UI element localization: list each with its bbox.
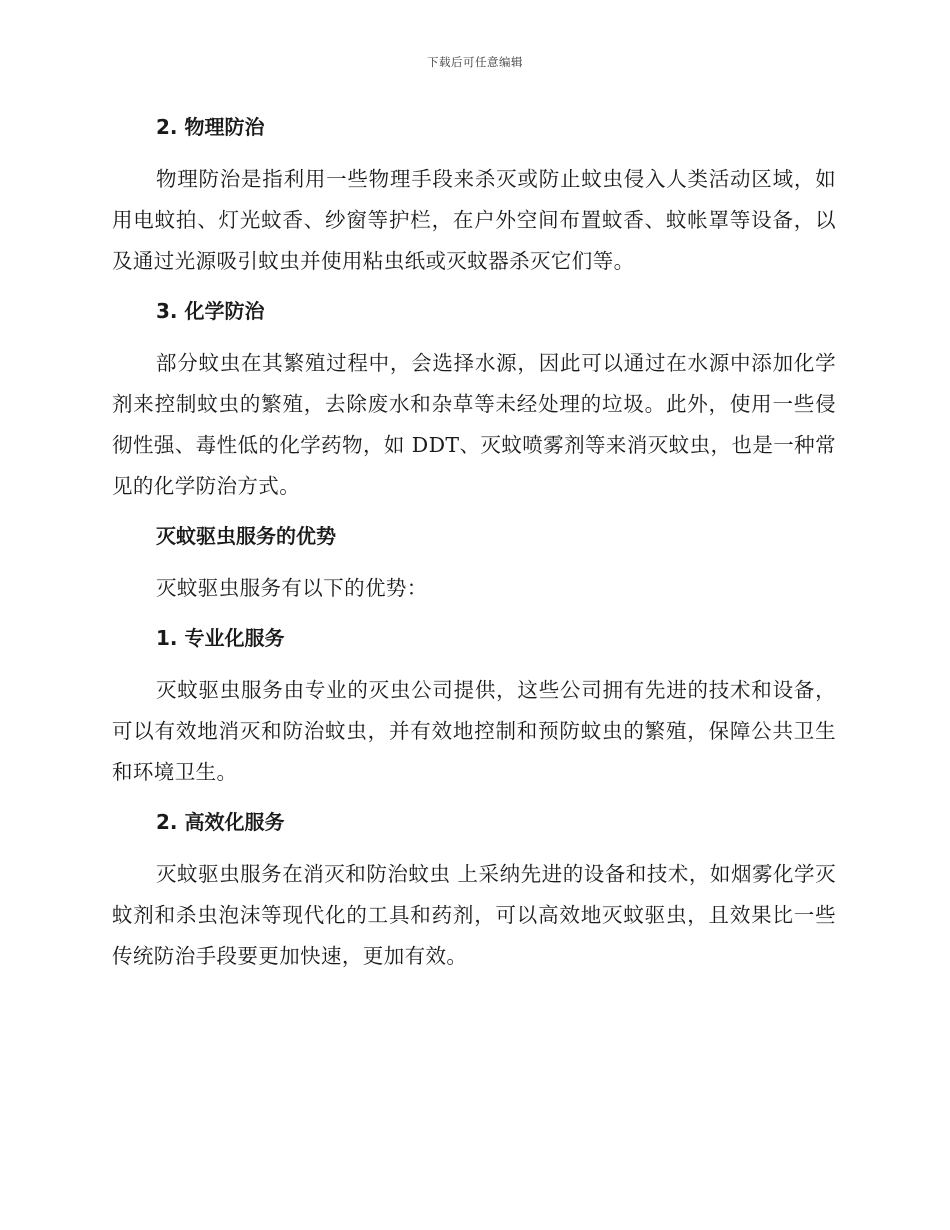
section-paragraph-chemical-control: 部分蚊虫在其繁殖过程中，会选择水源，因此可以通过在水源中添加化学剂来控制蚊虫的繁殖，去除废水和杂草等未经处理的垃圾。此外，使用一些侵彻性强、毒性低的化学药物，如 DDT、灭蚊喷雾剂等来消灭蚊虫，也是一种常见的化学防治方式。 xyxy=(112,351,836,498)
section-heading-professional-service: 1. 专业化服务 xyxy=(156,626,285,650)
page-header: 下载后可任意编辑 xyxy=(427,55,523,69)
section-paragraph-professional-service: 灭蚊驱虫服务由专业的灭虫公司提供，这些公司拥有先进的技术和设备，可以有效地消灭和防治蚊虫，并有效地控制和预防蚊虫的繁殖，保障公共卫生和环境卫生。 xyxy=(112,678,836,784)
section-heading-efficient-service: 2. 高效化服务 xyxy=(156,810,285,834)
document-body xyxy=(112,110,836,977)
section-paragraph-physical-control: 物理防治是指利用一些物理手段来杀灭或防止蚊虫侵入人类活动区域，如用电蚊拍、灯光蚊香、纱窗等护栏，在户外空间布置蚊香、蚊帐罩等设备，以及通过光源吸引蚊虫并使用粘虫纸或灭蚊器杀灭它们等。 xyxy=(112,167,836,273)
section-heading-chemical-control: 3. 化学防治 xyxy=(156,299,265,323)
section-heading-service-advantages: 灭蚊驱虫服务的优势 xyxy=(156,524,336,548)
section-paragraph-service-advantages: 灭蚊驱虫服务有以下的优势： xyxy=(156,576,428,600)
section-heading-physical-control: 2. 物理防治 xyxy=(156,115,265,139)
section-paragraph-efficient-service: 灭蚊驱虫服务在消灭和防治蚊虫 上采纳先进的设备和技术，如烟雾化学灭蚊剂和杀虫泡沫等现代化的工具和药剂，可以高效地灭蚊驱虫，且效果比一些传统防治手段要更加快速，更加有效。 xyxy=(112,862,836,968)
